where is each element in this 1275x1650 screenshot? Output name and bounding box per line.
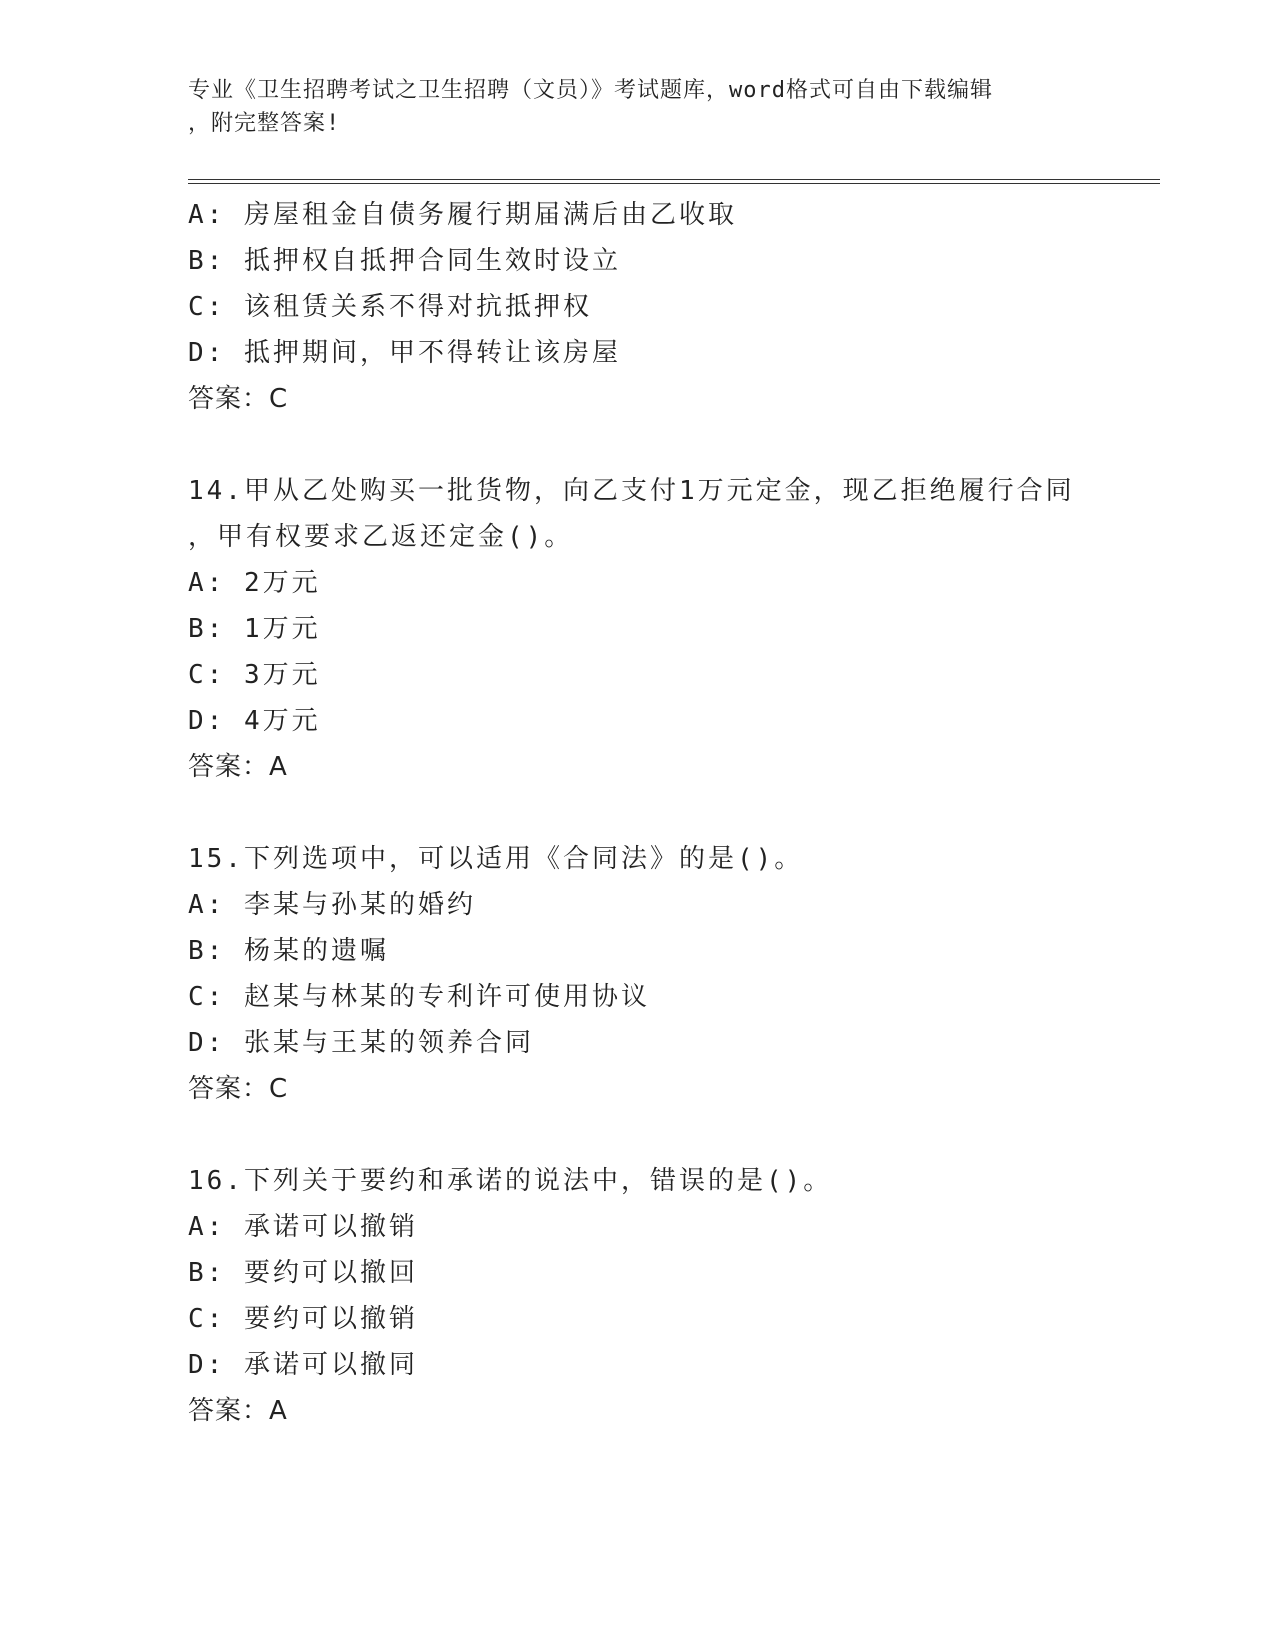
header-line-1: 专业《卫生招聘考试之卫生招聘（文员）》考试题库，word格式可自由下载编辑 xyxy=(188,78,993,103)
option-d: D: 张某与王某的领养合同 xyxy=(188,1028,534,1058)
option-a: A: 房屋租金自债务履行期届满后由乙收取 xyxy=(188,200,737,230)
answer: 答案：A xyxy=(188,1396,288,1426)
answer: 答案：A xyxy=(188,752,288,782)
option-c: C: 赵某与林某的专利许可使用协议 xyxy=(188,982,650,1012)
option-a: A: 承诺可以撤销 xyxy=(188,1212,418,1242)
question-spacer xyxy=(188,1112,1108,1158)
option-c: C: 要约可以撤销 xyxy=(188,1304,418,1334)
option-c: C: 该租赁关系不得对抗抵押权 xyxy=(188,292,592,322)
question-stem: 15.下列选项中，可以适用《合同法》的是()。 xyxy=(188,844,804,874)
question-stem: 14.甲从乙处购买一批货物，向乙支付1万元定金，现乙拒绝履行合同 xyxy=(188,476,1075,506)
question-15 xyxy=(188,836,1108,1112)
document-header xyxy=(188,74,1068,140)
question-stem: 16.下列关于要约和承诺的说法中，错误的是()。 xyxy=(188,1166,833,1196)
question-spacer xyxy=(188,422,1108,468)
question-14 xyxy=(188,468,1108,790)
option-b: B: 1万元 xyxy=(188,614,321,644)
header-line-2: ，附完整答案! xyxy=(188,111,341,136)
option-b: B: 抵押权自抵押合同生效时设立 xyxy=(188,246,621,276)
question-13 xyxy=(188,192,1108,422)
option-d: D: 4万元 xyxy=(188,706,321,736)
option-b: B: 杨某的遗嘱 xyxy=(188,936,389,966)
question-stem-continued: ，甲有权要求乙返还定金()。 xyxy=(188,522,574,552)
header-divider-bottom xyxy=(188,183,1160,184)
option-d: D: 抵押期间，甲不得转让该房屋 xyxy=(188,338,621,368)
question-16 xyxy=(188,1158,1108,1434)
answer: 答案：C xyxy=(188,1074,289,1104)
header-divider-top xyxy=(188,179,1160,180)
question-spacer xyxy=(188,790,1108,836)
option-a: A: 李某与孙某的婚约 xyxy=(188,890,476,920)
option-d: D: 承诺可以撤同 xyxy=(188,1350,418,1380)
option-c: C: 3万元 xyxy=(188,660,321,690)
question-list xyxy=(188,192,1108,1434)
answer: 答案：C xyxy=(188,384,289,414)
option-a: A: 2万元 xyxy=(188,568,321,598)
option-b: B: 要约可以撤回 xyxy=(188,1258,418,1288)
